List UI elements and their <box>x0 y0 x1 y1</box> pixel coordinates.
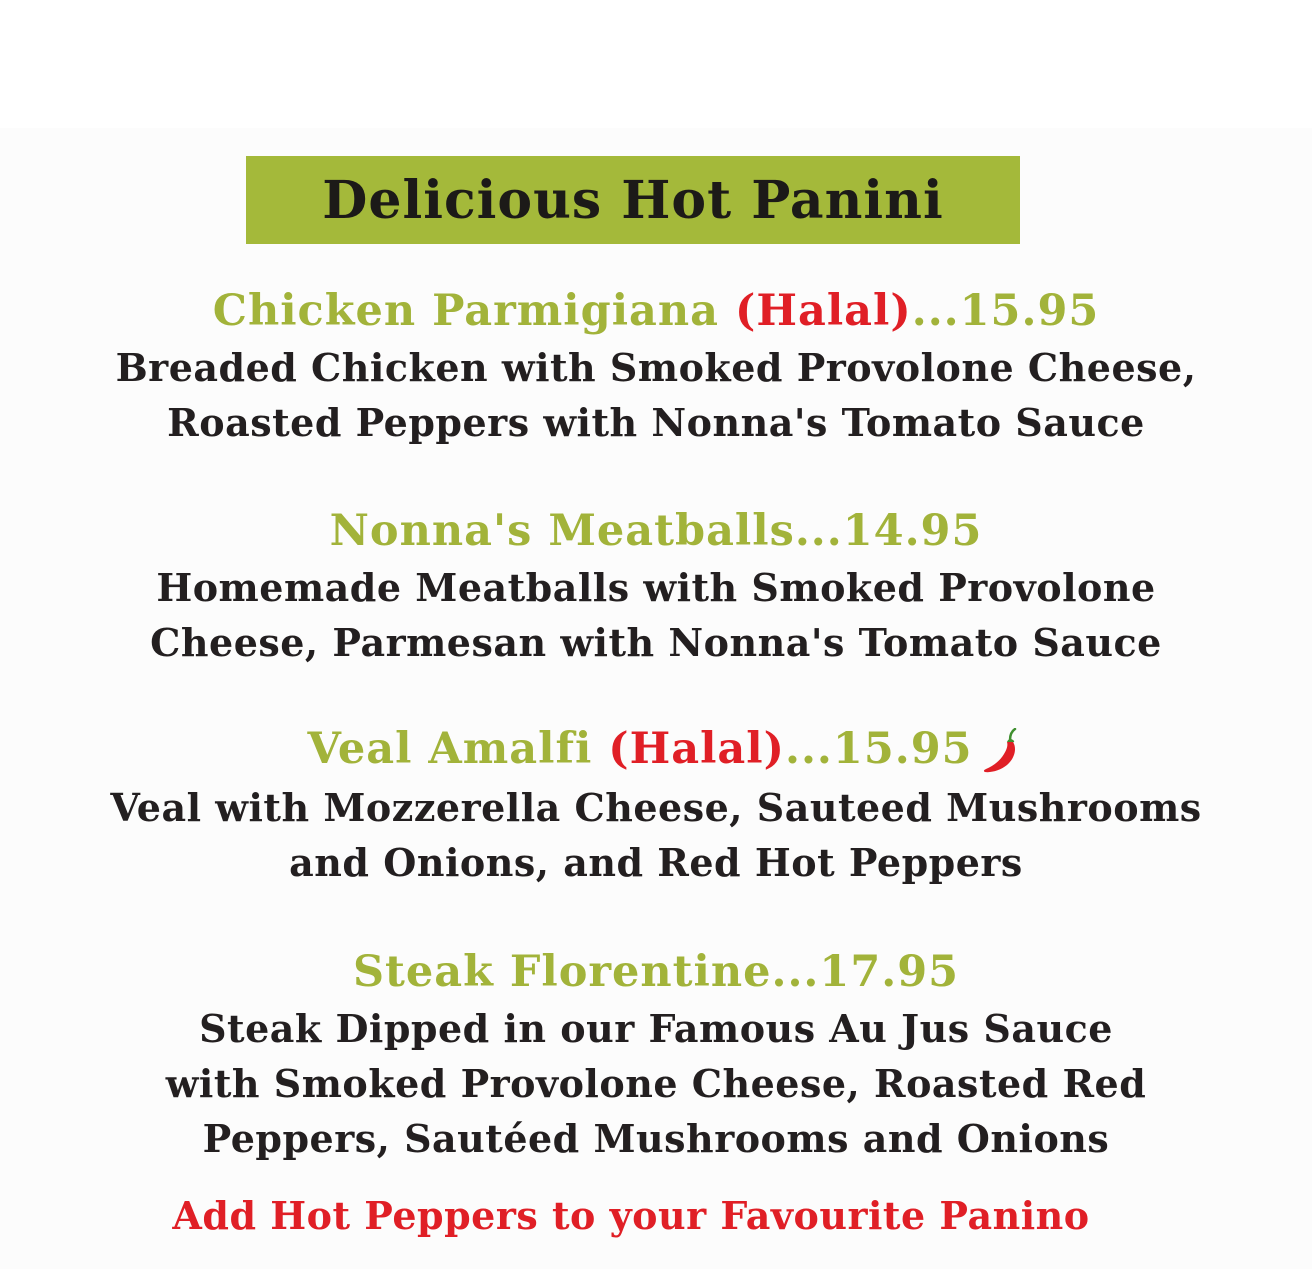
item-price: ...17.95 <box>771 947 960 997</box>
description-line: Homemade Meatballs with Smoked Provolone <box>156 565 1156 610</box>
item-description-veal-amalfi <box>0 780 1312 890</box>
halal-tag: (Halal) <box>735 286 912 336</box>
halal-tag: (Halal) <box>608 724 785 774</box>
item-description-steak-florentine <box>0 1001 1312 1166</box>
item-name: Steak Florentine <box>352 947 772 997</box>
item-name: Veal Amalfi <box>307 724 609 774</box>
menu-title: Delicious Hot Panini <box>322 169 944 231</box>
item-description-nonnas-meatballs <box>0 560 1312 670</box>
description-line: and Onions, and Red Hot Peppers <box>289 840 1023 885</box>
description-line: Veal with Mozzerella Cheese, Sauteed Mushrooms <box>110 785 1202 830</box>
item-title-veal-amalfi <box>0 724 1312 776</box>
item-title-nonnas-meatballs <box>0 506 1312 556</box>
hot-peppers-note: Add Hot Peppers to your Favourite Panino <box>172 1193 1090 1238</box>
description-line: Roasted Peppers with Nonna's Tomato Sauce <box>167 400 1145 445</box>
item-price: ...15.95 <box>911 286 1100 336</box>
item-title-steak-florentine <box>0 947 1312 997</box>
item-name: Chicken Parmigiana <box>212 286 735 336</box>
chili-pepper-icon <box>981 728 1025 776</box>
description-line: Peppers, Sautéed Mushrooms and Onions <box>202 1116 1110 1161</box>
item-price: ...14.95 <box>794 506 983 556</box>
item-title-chicken-parmigiana <box>0 286 1312 336</box>
item-price: ...15.95 <box>784 724 973 774</box>
description-line: Steak Dipped in our Famous Au Jus Sauce <box>199 1006 1113 1051</box>
menu-title-banner <box>246 156 1020 244</box>
description-line: Breaded Chicken with Smoked Provolone Cheese, <box>115 345 1197 390</box>
item-description-chicken-parmigiana <box>0 340 1312 450</box>
description-line: Cheese, Parmesan with Nonna's Tomato Sauce <box>150 620 1162 665</box>
description-line: with Smoked Provolone Cheese, Roasted Red <box>165 1061 1147 1106</box>
item-name: Nonna's Meatballs <box>329 506 795 556</box>
